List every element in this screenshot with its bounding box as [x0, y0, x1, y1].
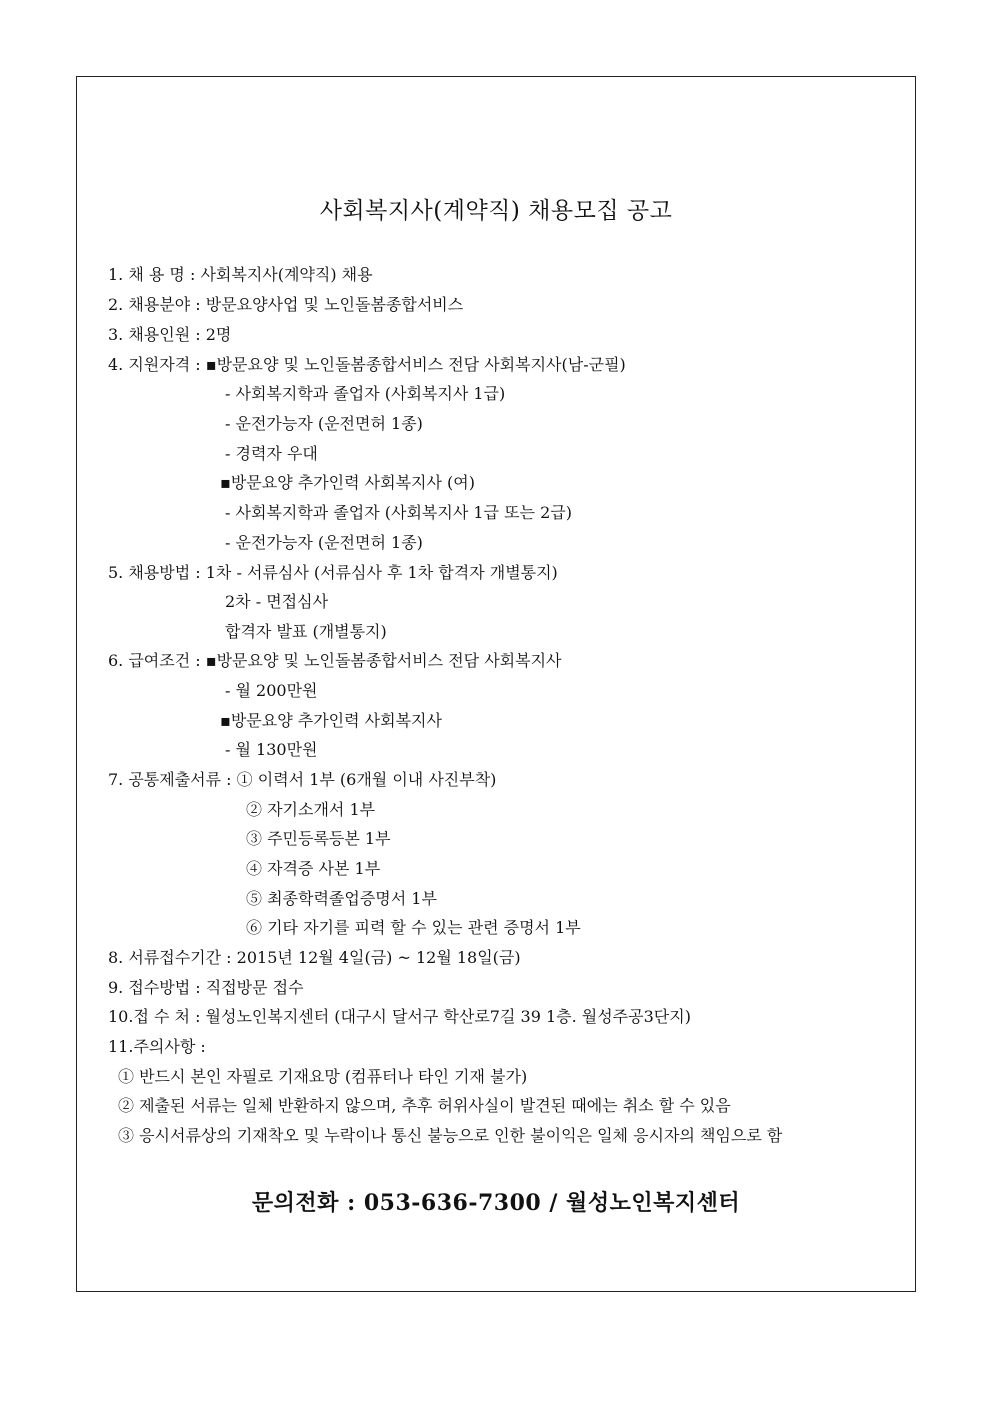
note-line: ① 반드시 본인 자필로 기재요망 (컴퓨터나 타인 기재 불가)	[118, 1067, 528, 1086]
item-3-headcount: 3. 채용인원 : 2명	[108, 325, 232, 344]
method-line: 2차 - 면접심사	[225, 592, 329, 611]
notice-title: 사회복지사(계약직) 채용모집 공고	[319, 198, 673, 224]
item-5-method: 5. 채용방법 : 1차 - 서류심사 (서류심사 후 1차 합격자 개별통지)	[108, 563, 558, 582]
note-line: ② 제출된 서류는 일체 반환하지 않으며, 추후 허위사실이 발견된 때에는 취소 할 수 있음	[118, 1096, 731, 1115]
contact-info: 문의전화 : 053-636-7300 / 월성노인복지센터	[251, 1190, 741, 1216]
document-line: ③ 주민등록등본 1부	[246, 829, 391, 848]
document-line: ⑤ 최종학력졸업증명서 1부	[246, 889, 437, 908]
qualification-line: - 운전가능자 (운전면허 1종)	[225, 533, 423, 552]
qualification-line: - 운전가능자 (운전면허 1종)	[225, 414, 423, 433]
item-1-job-title: 1. 채 용 명 : 사회복지사(계약직) 채용	[108, 265, 373, 284]
qualification-line: - 사회복지학과 졸업자 (사회복지사 1급 또는 2급)	[225, 503, 572, 522]
salary-line: - 월 130만원	[225, 740, 318, 759]
document-line: ② 자기소개서 1부	[246, 800, 376, 819]
item-9-submission-method: 9. 접수방법 : 직접방문 접수	[108, 978, 304, 997]
qualification-line: ▪방문요양 추가인력 사회복지사 (여)	[220, 473, 475, 492]
document-line: ④ 자격증 사본 1부	[246, 859, 381, 878]
salary-line: ▪방문요양 추가인력 사회복지사	[220, 711, 442, 730]
note-line: ③ 응시서류상의 기재착오 및 누락이나 통신 불능으로 인한 불이익은 일체 응시자의 책임으로 함	[118, 1126, 783, 1145]
document-line: ⑥ 기타 자기를 피력 할 수 있는 관련 증명서 1부	[246, 918, 581, 937]
item-6-salary: 6. 급여조건 : ▪방문요양 및 노인돌봄종합서비스 전담 사회복지사	[108, 651, 562, 670]
item-2-field: 2. 채용분야 : 방문요양사업 및 노인돌봄종합서비스	[108, 295, 464, 314]
salary-line: - 월 200만원	[225, 681, 318, 700]
method-line: 합격자 발표 (개별통지)	[225, 622, 387, 641]
item-7-documents: 7. 공통제출서류 : ① 이력서 1부 (6개월 이내 사진부착)	[108, 770, 497, 789]
item-10-location: 10.접 수 처 : 월성노인복지센터 (대구시 달서구 학산로7길 39 1층. 월성주공3단지)	[108, 1007, 691, 1026]
item-4-qualification: 4. 지원자격 : ▪방문요양 및 노인돌봄종합서비스 전담 사회복지사(남-군필)	[108, 355, 626, 374]
qualification-line: - 사회복지학과 졸업자 (사회복지사 1급)	[225, 384, 506, 403]
item-8-period: 8. 서류접수기간 : 2015년 12월 4일(금) ~ 12월 18일(금)	[108, 948, 521, 967]
qualification-line: - 경력자 우대	[225, 444, 318, 463]
item-11-notes: 11.주의사항 :	[108, 1037, 206, 1056]
